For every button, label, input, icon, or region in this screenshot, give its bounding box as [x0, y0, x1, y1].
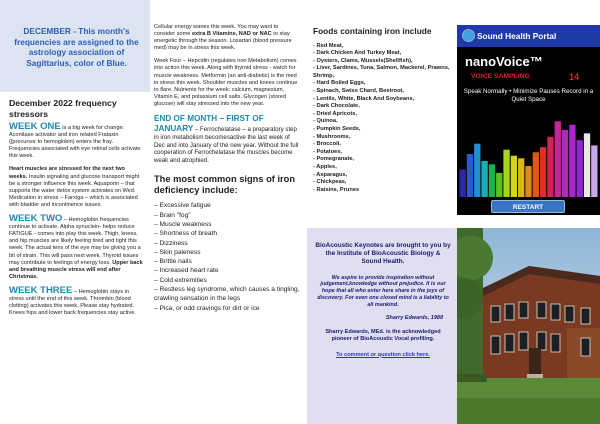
spectrum-bar [503, 150, 509, 197]
week-one-paragraph: WEEK ONE is a big week for change: Aconitase activator and iron related Frataxin ([precursor to hemoglobin) enters the fray. Frequencies associated with eye retinal cells activate this week. [9, 121, 141, 160]
spectrum-bar [584, 133, 590, 197]
iron-deficiency-item: – Pica, or odd cravings for dirt or ice [154, 304, 260, 312]
spectrum-bar [525, 166, 531, 197]
globe-icon [462, 29, 475, 42]
iron-deficiency-list [154, 201, 301, 313]
spectrum-bar [467, 154, 473, 197]
week-three-paragraph: WEEK THREE – Hemoglobin stays in stress until the end of this week. Thrombin (blood clotting) activates this week. Please stay hydrated. Knees hips and lower back frequencies stay active. [9, 284, 136, 317]
food-item: - Apples, [313, 164, 337, 170]
spectrum-bar [569, 125, 575, 197]
food-item: - Red Meat, [313, 42, 344, 49]
december-highlight: DECEMBER - This month's frequencies are assigned to the astrology association of Sagittarius, color of Blue. [14, 26, 139, 68]
iron-deficiency-item: – Increased heart rate [154, 267, 219, 275]
iron-deficiency-item: – Brain "fog" [154, 211, 191, 219]
nanovoice-brand: nanoVoice™ [465, 54, 543, 69]
voice-spectrum-bars [459, 111, 598, 197]
food-item: - Potatoes, [313, 148, 343, 155]
week-one-label: WEEK ONE [9, 121, 61, 132]
spectrum-bar [533, 152, 539, 197]
spectrum-bar [511, 156, 517, 197]
week-four-paragraph: Week Four – Hepcidin (regulates iron Metabolism) comes into action this week. Along with thyroid stress - watch for muscle weakness. Metformin (an anti-diabetic) is the med in stress this week. Shoulder muscles and knees continue to flare. Nutrients for the week: calcium, magnesium, Vitamin E, and potassium cell salts. Glycogen (stored glucose) will stay stressed into the new year. [154, 58, 298, 107]
spectrum-bar [547, 137, 553, 197]
keynote-title: BioAcoustic Keynotes are brought to you by the Institute of BioAcoustic Biology & Sound Health. [315, 242, 451, 266]
iron-deficiency-item: – Restless leg syndrome, which causes a tingling, crawling sensation in the legs [154, 286, 300, 303]
nanovoice-panel [457, 25, 600, 215]
spectrum-bar [460, 169, 466, 197]
iron-deficiency-item: – Cold extremities [154, 276, 207, 284]
food-item: - Dried Apricots, [313, 110, 358, 117]
spectrum-bar [540, 147, 546, 197]
iron-deficiency-item: – Shortness of breath [154, 230, 218, 238]
column-right [307, 0, 600, 424]
food-item: - Liver, Sardines, Tuna, Salmon, Mackerel, Prawns, Shrimp, [313, 65, 450, 79]
portal-header: Sound Health Portal [457, 25, 600, 47]
iron-deficiency-item: – Muscle weakness [154, 221, 212, 228]
end-of-month-paragraph: END OF MONTH – FIRST OF JANUARY – Ferrochelatase – a preparatory step in iron metabolism becomesactive the last week of Dec and into January of the new year. Without the full cooperation of Ferrochelatase the muscles become weak and atrophied. [154, 114, 299, 164]
recording-instructions: Speak Normally • Minimize Pauses Record in a Quiet Space [463, 88, 594, 103]
end-of-month-label: END OF MONTH – FIRST OF JANUARY [154, 114, 264, 134]
food-item: - Raisins, Prunes [313, 186, 360, 193]
food-item: - Pomegranate, [313, 156, 355, 163]
institute-building-photo [457, 228, 600, 424]
week-two-label: WEEK TWO [9, 213, 63, 225]
food-item: - Asparagus, [313, 171, 348, 178]
spectrum-bar [562, 130, 568, 197]
author-bio: Sharry Edwards, MEd. is the acknowledged pioneer of BioAcoustic Vocal profiling. [325, 328, 441, 342]
keynote-quote: We aspire to provide inspiration without judgement,knowledge without prejudice. It is our hope that all who enter here share in the joys of discovery. For even one closed mind is a liability to all mankind. [317, 274, 449, 308]
spectrum-bar [555, 121, 561, 197]
foods-list [313, 43, 451, 195]
column-stressors [0, 0, 150, 424]
foods-section [307, 0, 457, 222]
food-item: - Hard Boiled Eggs, [313, 80, 366, 87]
quote-author: Sharry Edwards, 1988 [385, 314, 443, 321]
column-iron [150, 0, 307, 424]
spectrum-bar [518, 158, 524, 197]
spectrum-bar [489, 164, 495, 197]
food-item: - Mushrooms, [313, 133, 351, 140]
food-item: - Oysters, Clams, Mussels(Shellfish), [313, 57, 413, 64]
iron-deficiency-item: – Skin paleness [154, 248, 201, 256]
spectrum-bar [591, 145, 597, 197]
food-item: - Dark Chocolate, [313, 103, 360, 110]
sampling-counter: 14 [569, 72, 580, 82]
stressors-title: December 2022 frequency stressors [9, 98, 117, 119]
keynote-panel [307, 228, 457, 424]
week-three-label: WEEK THREE [9, 284, 73, 296]
heart-paragraph: Heart muscles are stressed for the next two weeks. Insulin signaling and glucose transport might be a stronger influence this week. Aquaporin – that supports the water detox system activates on Wed. Medication in stress – Farxiga – which is associated with bladder and incontinence issues. [9, 166, 140, 208]
iron-deficiency-item: – Brittle nails [154, 258, 192, 266]
week-two-paragraph: WEEK TWO – Hemoglobin frequencies continue to activate. Alpha synuclein- helps reduce FATIGUE - comes into play this week. Thigh, knees, and hip muscles are likely feeling tired and tight this week. The actual tens of the eye may be giving you a bit of strain. This will pass next week. Thyroid issues may contribute to feelings of energy loss. Upper back and breathing muscle stress will end after Christmas. [9, 213, 143, 280]
voice-sampling-label: VOICE SAMPLING [471, 73, 530, 80]
food-item: - Dark Chicken And Turkey Meat, [313, 50, 402, 57]
spectrum-bar [474, 144, 480, 197]
iron-deficiency-title: The most common signs of iron deficiency include: [154, 174, 296, 196]
food-item: - Lentils, White, Black And Soybeans, [313, 95, 415, 102]
food-item: - Chickpeas, [313, 179, 347, 186]
iron-deficiency-item: – Excessive fatigue [154, 202, 211, 210]
food-item: - Spinach, Swiss Chard, Beetroot, [313, 88, 405, 95]
spectrum-bar [577, 140, 583, 197]
spectrum-bar [496, 173, 502, 197]
comment-link[interactable]: To comment or question click here. [336, 351, 430, 358]
spectrum-bar [481, 161, 487, 197]
food-item: - Broccoli, [313, 141, 341, 148]
cellular-energy-paragraph: Cellular energy wanes this week. You may want to consider some extra B Vitamins, NAD or NAC to stay energetic through the season. Losartan (blood pressure med) may be in stress this week. [154, 24, 292, 52]
food-item: - Pumpkin Seeds, [313, 126, 361, 133]
iron-deficiency-item: – Dizziness [154, 239, 188, 247]
food-item: - Quinoa, [313, 118, 338, 125]
restart-button[interactable]: RESTART [491, 200, 565, 213]
foods-title: Foods containing iron include [313, 26, 432, 36]
